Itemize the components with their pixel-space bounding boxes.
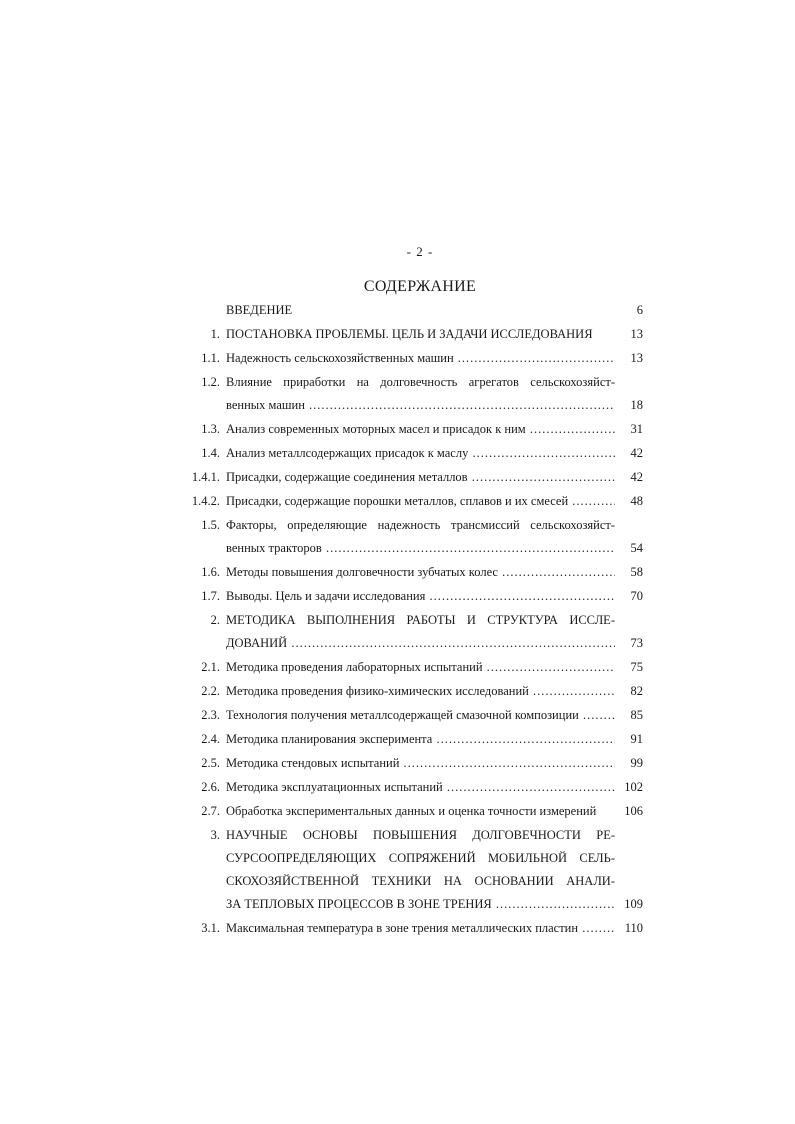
toc-entry [188,588,643,605]
toc-entry-line [226,445,615,462]
toc-entry [188,683,643,700]
toc-entry-line [226,564,615,581]
toc-entry-page: 70 [630,589,643,603]
toc-entry-line-text: Максимальная температура в зоне трения металлических пластин [226,921,579,935]
dot-leader [526,422,615,436]
toc-entry [188,493,643,510]
toc-entry-text [226,517,615,557]
page-number: - 2 - [406,244,434,259]
toc-entry-number: 3. [210,828,220,842]
table-of-contents [188,302,643,944]
toc-entry-text [226,493,615,510]
toc-entry-line [226,755,615,772]
toc-entry [188,326,643,343]
toc-entry-line-text: ВВЕДЕНИЕ [226,303,293,317]
toc-entry-number: 3.1. [201,921,220,935]
toc-entry-line-text: Обработка экспериментальных данных и оценка точности измерений [226,804,597,818]
toc-entry-line [226,659,615,676]
toc-entry-page: 82 [630,684,643,698]
toc-entry [188,445,643,462]
toc-entry-line [226,421,615,438]
toc-entry-line: СУРСООПРЕДЕЛЯЮЩИХ СОПРЯЖЕНИЙ МОБИЛЬНОЙ СЕЛЬ- [226,851,615,865]
toc-entry-page: 54 [630,541,643,555]
toc-entry-line-text: ЗА ТЕПЛОВЫХ ПРОЦЕССОВ В ЗОНЕ ТРЕНИЯ [226,897,492,911]
dot-leader [443,780,615,794]
toc-entry-line: НАУЧНЫЕ ОСНОВЫ ПОВЫШЕНИЯ ДОЛГОВЕЧНОСТИ РЕ- [226,828,615,842]
toc-entry-page: 13 [630,327,643,341]
dot-leader [322,541,615,555]
dot-leader [578,921,615,935]
toc-entry-line: МЕТОДИКА ВЫПОЛНЕНИЯ РАБОТЫ И СТРУКТУРА ИССЛЕ- [226,613,615,627]
toc-entry-number: 2.3. [201,708,220,722]
toc-entry-text [226,659,615,676]
toc-entry-line [226,469,615,486]
toc-entry-line-text: Методика проведения физико-химических исследований [226,684,529,698]
dot-leader [498,565,615,579]
toc-entry-line-text: Анализ современных моторных масел и присадок к ним [226,422,526,436]
toc-entry-line [226,896,615,913]
dot-leader [399,756,615,770]
toc-entry-line [226,707,615,724]
toc-entry-page: 99 [630,756,643,770]
toc-entry-number: 2. [210,613,220,627]
toc-entry-number: 1.7. [201,589,220,603]
toc-entry-line [226,350,615,367]
toc-entry-page: 42 [630,446,643,460]
toc-entry-number: 1.4.1. [191,470,220,484]
toc-entry-line-text: Методы повышения долговечности зубчатых колес [226,565,498,579]
toc-entry-line [226,803,615,820]
toc-entry-page: 48 [630,494,643,508]
toc-entry-line [226,683,615,700]
toc-entry-page: 75 [630,660,643,674]
toc-entry-page: 31 [630,422,643,436]
toc-entry-page: 73 [630,636,643,650]
toc-entry-number: 1.4. [201,446,220,460]
dot-leader [305,398,615,412]
toc-entry [188,920,643,937]
dot-leader [483,660,615,674]
toc-entry [188,612,643,652]
toc-entry-text [226,803,615,820]
dot-leader [454,351,615,365]
toc-entry-text [226,445,615,462]
toc-entry-number: 1. [210,327,220,341]
toc-entry-number: 1.3. [201,422,220,436]
toc-entry-line-text: ПОСТАНОВКА ПРОБЛЕМЫ. ЦЕЛЬ И ЗАДАЧИ ИССЛЕДОВАНИЯ [226,327,593,341]
dot-leader [568,494,615,508]
toc-entry-text [226,350,615,367]
toc-entry-number: 2.1. [201,660,220,674]
toc-entry-text [226,564,615,581]
dot-leader [468,446,615,460]
toc-entry-number: 1.2. [201,375,220,389]
toc-entry-line [226,493,615,510]
toc-entry [188,803,643,820]
toc-entry [188,517,643,557]
toc-entry-text [226,326,615,343]
toc-entry-text [226,755,615,772]
toc-entry-text [226,779,615,796]
toc-entry-line [226,588,615,605]
toc-entry [188,302,643,319]
dot-leader [579,708,615,722]
toc-entry-text [226,421,615,438]
toc-entry-page: 110 [624,921,643,935]
toc-entry-number: 1.5. [201,518,220,532]
dot-leader [425,589,615,603]
toc-entry [188,755,643,772]
toc-entry [188,779,643,796]
toc-entry-number: 2.4. [201,732,220,746]
toc-entry-line: СКОХОЗЯЙСТВЕННОЙ ТЕХНИКИ НА ОСНОВАНИИ АНАЛИ- [226,874,615,888]
toc-entry [188,350,643,367]
toc-entry [188,374,643,414]
toc-entry-number: 2.5. [201,756,220,770]
toc-entry [188,469,643,486]
toc-entry-text [226,683,615,700]
toc-entry-line-text: Технология получения металлсодержащей смазочной композиции [226,708,579,722]
toc-entry-page: 58 [630,565,643,579]
toc-entry-line-text: венных тракторов [226,541,322,555]
toc-entry-page: 109 [624,897,643,911]
toc-entry-text [226,612,615,652]
toc-entry-line [226,920,615,937]
toc-entry [188,707,643,724]
toc-entry-line: Факторы, определяющие надежность трансмиссий сельскохозяйст- [226,518,615,532]
toc-entry-page: 6 [636,303,643,317]
toc-entry-line [226,302,615,319]
dot-leader [287,636,615,650]
toc-entry-number: 2.6. [201,780,220,794]
dot-leader [468,470,615,484]
toc-entry [188,564,643,581]
toc-entry [188,659,643,676]
toc-entry-text [226,731,615,748]
toc-entry-line [226,779,615,796]
toc-entry-text [226,707,615,724]
toc-entry-page: 42 [630,470,643,484]
toc-entry-text [226,302,615,319]
toc-entry-line-text: Методика проведения лабораторных испытаний [226,660,483,674]
toc-entry-page: 91 [630,732,643,746]
toc-entry-text [226,469,615,486]
toc-entry-page: 102 [624,780,643,794]
toc-entry-line-text: ДОВАНИЙ [226,636,288,650]
toc-entry-number: 1.6. [201,565,220,579]
toc-entry [188,827,643,913]
toc-entry-line-text: Анализ металлсодержащих присадок к маслу [226,446,469,460]
toc-entry [188,731,643,748]
toc-entry-page: 85 [630,708,643,722]
toc-title: СОДЕРЖАНИЕ [363,278,477,295]
toc-entry-text [226,374,615,414]
toc-entry-line-text: Методика эксплуатационных испытаний [226,780,443,794]
toc-entry-number: 2.2. [201,684,220,698]
toc-entry-line [226,326,615,343]
toc-entry-text [226,588,615,605]
toc-entry-number: 1.1. [201,351,220,365]
toc-entry-line-text: Присадки, содержащие порошки металлов, сплавов и их смесей [226,494,569,508]
toc-entry-line-text: Выводы. Цель и задачи исследования [226,589,426,603]
dot-leader [432,732,615,746]
toc-entry-line [226,731,615,748]
toc-entry-page: 13 [630,351,643,365]
toc-entry [188,421,643,438]
dot-leader [492,897,615,911]
toc-entry-line [226,540,615,557]
toc-entry-line-text: Методика стендовых испытаний [226,756,400,770]
toc-entry-text [226,827,615,913]
toc-entry-line-text: венных машин [226,398,305,412]
toc-entry-line [226,635,615,652]
toc-entry-text [226,920,615,937]
toc-entry-page: 106 [624,804,643,818]
toc-entry-line-text: Присадки, содержащие соединения металлов [226,470,468,484]
toc-entry-line-text: Методика планирования эксперимента [226,732,433,746]
dot-leader [529,684,615,698]
toc-entry-line [226,397,615,414]
toc-entry-line: Влияние приработки на долговечность агрегатов сельскохозяйст- [226,375,615,389]
toc-entry-page: 18 [630,398,643,412]
toc-entry-number: 2.7. [201,804,220,818]
toc-entry-line-text: Надежность сельскохозяйственных машин [226,351,454,365]
toc-entry-number: 1.4.2. [191,494,220,508]
